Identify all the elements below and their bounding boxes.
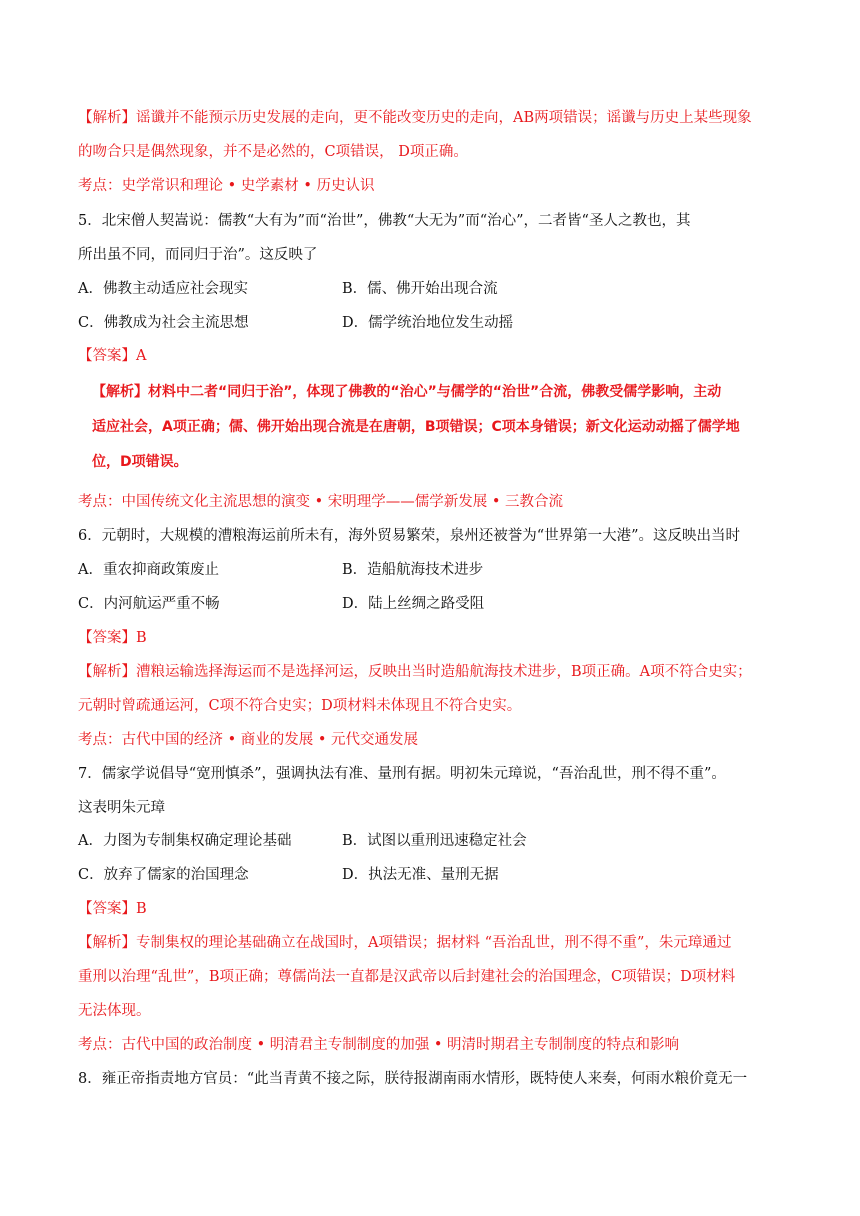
q5-answer: 【答案】A (78, 348, 147, 364)
q6-option-a: A．重农抑商政策废止 (78, 562, 219, 578)
q6-kaodian: 考点：古代中国的经济 • 商业的发展 • 元代交通发展 (78, 732, 419, 748)
q6-option-b: B．造船航海技术进步 (342, 562, 484, 578)
q7-option-c: C．放弃了儒家的治国理念 (78, 867, 249, 883)
q6-option-d: D．陆上丝绸之路受阻 (342, 596, 485, 612)
q5-explanation-line-3: 位，D项错误。 (92, 454, 188, 470)
q7-option-b: B．试图以重刑迅速稳定社会 (342, 833, 527, 849)
q6-stem-line-1: 6．元朝时，大规模的漕粮海运前所未有，海外贸易繁荣，泉州还被誉为“世界第一大港”。这反映出当时 (78, 528, 741, 544)
q4-explanation-line-1: 【解析】谣谶并不能预示历史发展的走向，更不能改变历史的走向，AB两项错误；谣谶与历史上某些现象 (78, 110, 752, 126)
q6-option-c: C．内河航运严重不畅 (78, 596, 220, 612)
q6-explanation-line-2: 元朝时曾疏通运河，C项不符合史实；D项材料未体现且不符合史实。 (78, 698, 522, 714)
q7-answer: 【答案】B (78, 901, 147, 917)
q5-kaodian: 考点：中国传统文化主流思想的演变 • 宋明理学——儒学新发展 • 三教合流 (78, 494, 564, 510)
q5-option-d: D．儒学统治地位发生动摇 (342, 315, 514, 331)
q5-stem-line-1: 5．北宋僧人契嵩说：儒教“大有为”而“治世”，佛教“大无为”而“治心”，二者皆“圣人之教也，其 (78, 213, 691, 229)
q5-option-c: C．佛教成为社会主流思想 (78, 315, 249, 331)
q7-explanation-line-2: 重刑以治理“乱世”，B项正确；尊儒尚法一直都是汉武帝以后封建社会的治国理念，C项错误；D项材料 (78, 969, 736, 985)
q8-stem-line-1: 8．雍正帝指责地方官员：“此当青黄不接之际，朕待报湖南雨水情形，既特使人来奏，何雨水粮价竟无一 (78, 1071, 748, 1087)
q4-explanation-line-2: 的吻合只是偶然现象，并不是必然的，C项错误， D项正确。 (78, 144, 468, 160)
q5-explanation-line-2: 适应社会，A项正确；儒、佛开始出现合流是在唐朝，B项错误；C项本身错误；新文化运动动摇了儒学地 (92, 419, 740, 435)
q4-kaodian: 考点：史学常识和理论 • 史学素材 • 历史认识 (78, 178, 375, 194)
q7-option-a: A．力图为专制集权确定理论基础 (78, 833, 292, 849)
q5-explanation-line-1: 【解析】材料中二者“同归于治”，体现了佛教的“治心”与儒学的“治世”合流，佛教受儒学影响，主动 (92, 384, 722, 400)
q5-stem-line-2: 所出虽不同，而同归于治”。这反映了 (78, 247, 318, 263)
q5-option-a: A．佛教主动适应社会现实 (78, 281, 248, 297)
q7-stem-line-1: 7．儒家学说倡导“宽刑慎杀”，强调执法有准、量刑有据。明初朱元璋说，“吾治乱世，刑不得不重”。 (78, 766, 726, 782)
q7-explanation-line-1: 【解析】专制集权的理论基础确立在战国时，A项错误；据材料 “吾治乱世，刑不得不重”，朱元璋通过 (78, 935, 732, 951)
q7-kaodian: 考点：古代中国的政治制度 • 明清君主专制制度的加强 • 明清时期君主专制制度的特点和影响 (78, 1037, 680, 1053)
q6-explanation-line-1: 【解析】漕粮运输选择海运而不是选择河运，反映出当时造船航海技术进步，B项正确。A项不符合史实； (78, 664, 752, 680)
q7-option-d: D．执法无准、量刑无据 (342, 867, 499, 883)
q7-explanation-line-3: 无法体现。 (78, 1003, 151, 1019)
q6-answer: 【答案】B (78, 630, 147, 646)
q7-stem-line-2: 这表明朱元璋 (78, 800, 165, 816)
q5-option-b: B．儒、佛开始出现合流 (342, 281, 498, 297)
